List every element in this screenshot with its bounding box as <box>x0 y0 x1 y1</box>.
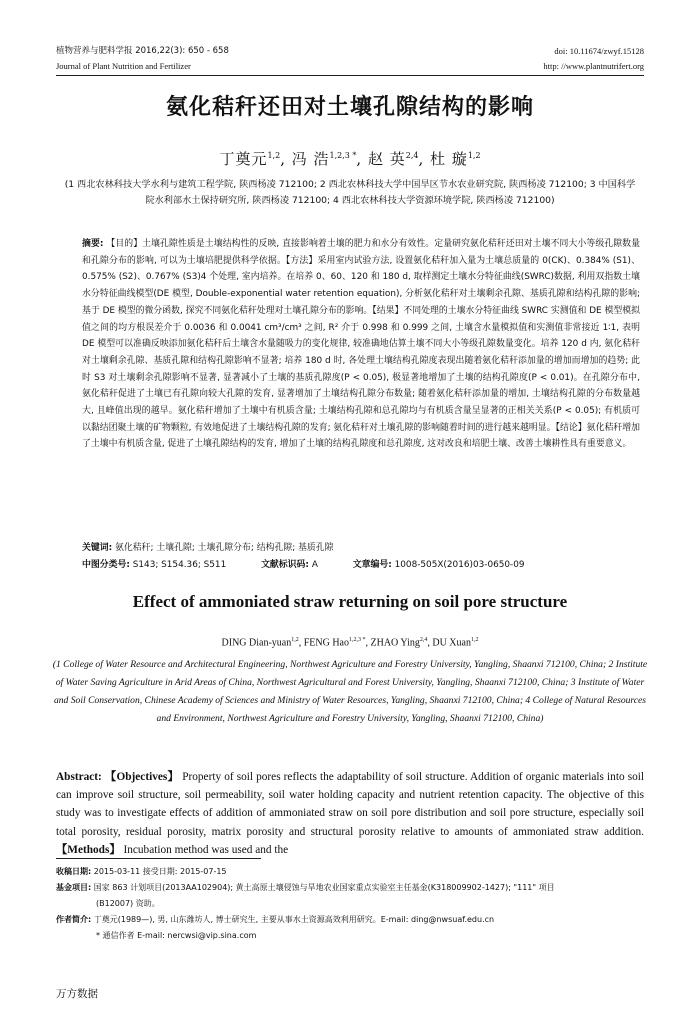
keywords-cn <box>82 540 640 556</box>
affiliation-en: (1 College of Water Resource and Architectural Engineering, Northwest Agriculture and Forestry University, Yangling, Shaanxi 712100, China; 2 Institute of Water Saving Agriculture in Arid Areas of China, Northwest Agricultural and Forest University, Yangling, Shaanxi 712100, China; 3 Institute of Water and Soil Conservation, Chinese Academy of Sciences and Ministry of Water Resources, Yangling, Shaanxi 712100, China; 4 College of Natural Resources and Environment, Northwest Agriculture and Forestry University, Yangling, Shaanxi 712100, China) <box>52 659 648 724</box>
journal-en: Journal of Plant Nutrition and Fertilizer <box>56 61 191 71</box>
objectives-text: Property of soil pores reflects the adaptability of soil structure. Addition of organic materials into soil can improve soil structure, soil permeability, soil water holding capacity and nutrient retention capacity. The objective of this study was to investigate effects of addition of ammoniated straw on soil pore distribution and soil pore structure, especially soil total porosity, residual porosity, matrix porosity and structural porosity relative to amounts of ammoniated straw addition. <box>56 771 645 838</box>
footnote-label: 作者简介: <box>56 915 92 924</box>
footnote-label: 收稿日期: <box>56 867 92 876</box>
keywords-label: 关键词: <box>82 543 113 553</box>
author-sup: 1,2 <box>467 151 481 160</box>
footnote-text: 2015-03-11 接受日期: 2015-07-15 <box>93 867 227 876</box>
footnote-received <box>56 864 644 880</box>
author-sup: 2,4 <box>419 637 428 643</box>
authors-cn: 丁奠元$^{1,2}$, 冯 浩$^{1,2,3 *}$, 赵 英$^{2,4}$, 杜 璇$^{1,2}$ <box>219 150 481 168</box>
author-sup: 1,2 <box>267 151 281 160</box>
author-cn: 赵 英 <box>367 150 406 168</box>
methods-label: 【Methods】 <box>56 843 121 856</box>
footer-watermark: 万方数据 <box>56 988 98 1000</box>
footnote-text: 丁奠元(1989—), 男, 山东潍坊人, 博士研究生, 主要从事水土资源高效利用研究。E-mail: ding@nwsuaf.edu.cn <box>93 915 495 924</box>
abstract-en-label: Abstract: <box>56 771 102 783</box>
classification-line <box>82 557 640 573</box>
article-label: 文章编号: <box>352 560 392 570</box>
footnote-text: (B12007) 资助。 <box>96 899 160 908</box>
author-en: DU Xuan <box>432 637 471 649</box>
author-cn: 杜 璇 <box>430 150 468 168</box>
methods-text: Incubation method was used and the <box>123 843 289 856</box>
author-sup: 1,2,3 * <box>349 637 366 643</box>
author-sup: 1,2 <box>470 637 479 643</box>
author-sup: 1,2,3 * <box>329 151 357 160</box>
footnote-text: * 通信作者 E-mail: nercwsi@vip.sina.com <box>96 931 257 940</box>
title-en: Effect of ammoniated straw returning on soil pore structure <box>132 592 568 611</box>
footnote-author <box>56 912 644 928</box>
header-rule <box>56 75 644 76</box>
author-en: ZHAO Ying <box>370 637 420 649</box>
footnote-funding <box>56 880 644 896</box>
footnote-text: 国家 863 计划项目(2013AA102904); 黄土高原土壤侵蚀与旱地农业国家重点实验室主任基金(K318009902-1427); "111" 项目 <box>93 883 555 892</box>
footnote-funding-cont <box>56 896 644 912</box>
author-en: FENG Hao <box>303 637 349 649</box>
journal-cn: 植物营养与肥料学报 2016,22(3): 650 - 658 <box>56 46 229 56</box>
doc-label: 文献标识码: <box>261 560 309 570</box>
keywords-text: 氨化秸秆; 土壤孔隙; 土壤孔隙分布; 结构孔隙; 基质孔隙 <box>115 543 334 553</box>
doi: doi: 10.11674/zwyf.15128 <box>554 46 644 56</box>
journal-url: http: //www.plantnutrifert.org <box>543 61 644 71</box>
title-cn: 氨化秸秆还田对土壤孔隙结构的影响 <box>165 95 534 120</box>
objectives-label: 【Objectives】 <box>104 771 180 783</box>
footnote-correspondence <box>56 928 644 944</box>
abstract-en <box>56 768 644 859</box>
affiliation-cn: (1 西北农林科技大学水利与建筑工程学院, 陕西杨凌 712100; 2 西北农林科技大学中国旱区节水农业研究院, 陕西杨凌 712100; 3 中国科学院水利部水土保持研究所, 陕西杨凌 712100; 4 西北农林科技大学资源环境学院, 陕西杨凌 712100) <box>64 179 636 206</box>
abstract-cn-text: 【目的】土壤孔隙性质是土壤结构性的反映, 直接影响着土壤的肥力和水分有效性。定量研究氨化秸秆还田对土壤不同大小等级孔隙数量和孔隙分布的影响, 可以为土壤培肥提供科学依据。【方法】采用室内试验方法, 设置氨化秸秆加入量为土壤总质量的 0(CK)、0.384% (S1)、0.575% (S2)、0.767% (S3)4 个处理, 室内培养。在培养 0、60、120 和 180 d, 取样测定土壤水分特征曲线(SWRC)数据, 利用双指数土壤水分特征曲线模型(DE 模型, Double-exponential water retention equation), 分析氨化秸秆对土壤剩余孔隙、基质孔隙和结构孔隙的影响; 基于 DE 模型的微分函数, 探究不同氨化秸秆处理对土壤孔隙分布的影响。【结果】不同处理的土壤水分特征曲线 SWRC 实测值和 DE 模型模拟值之间的均方根误差介于 0.0036 和 0.0041 cm³/cm³ 之间, R² 介于 0.998 和 0.999 之间, 土壤含水量模拟值和实测值非常接近 1∶1, 表明 DE 模型可以准确反映添加氨化秸秆后土壤含水量随吸力的变化规律, 较准确地估算土壤不同大小等级孔隙数量变化。培养 120 d 内, 氨化秸秆对土壤剩余孔隙、基质孔隙和结构孔隙影响不显著; 培养 180 d 时, 各处理土壤结构孔隙度表现出随着氨化秸秆添加量的增加而增加的趋势; 此时 S3 对土壤剩余孔隙影响不显著, 显著减小了土壤的基质孔隙度(P < 0.05), 极显著地增加了土壤的结构孔隙度(P < 0.01)。在孔隙分布中, 氨化秸秆促进了土壤已有孔隙向较大孔隙的发育, 显著增加了土壤结构孔隙分布数量; 随着氨化秸秆添加量的增加, 土壤结构孔隙的分布数量越大, 且峰值出现的越早。氨化秸秆增加了土壤中有机质含量; 土壤结构孔隙和总孔隙均与有机质含量呈显著的正相关关系(P < 0.05); 有机质可以黏结团聚土壤的矿物颗粒, 有效地促进了土壤结构孔隙的发育; 氨化秸秆对土壤孔隙的影响随着时间的进行越来越明显。【结论】氨化秸秆增加了土壤中有机质含量, 促进了土壤孔隙结构的发育, 增加了土壤的结构孔隙度和总孔隙度, 这对改良和培肥土壤、改善土壤耕性具有重要意义。 <box>82 239 640 450</box>
abstract-cn-label: 摘要: <box>82 239 104 249</box>
doc-value: A <box>311 560 318 570</box>
footnote-rule <box>56 858 261 859</box>
footnote-label: 基金项目: <box>56 883 92 892</box>
author-cn: 冯 浩 <box>291 150 330 168</box>
article-value: 1008-505X(2016)03-0650-09 <box>394 560 525 570</box>
abstract-cn <box>82 236 640 453</box>
author-sup: 1,2 <box>291 637 299 643</box>
authors-en: DING Dian-yuan$^{1,2}$, FENG Hao$^{1,2,3 *}$, ZHAO Ying$^{2,4}$, DU Xuan$^{1,2}$ <box>221 637 479 649</box>
clc-label: 中图分类号: <box>82 560 130 570</box>
author-cn: 丁奠元 <box>219 150 268 168</box>
author-sup: 2,4 <box>405 151 419 160</box>
clc-value: S143; S154.36; S511 <box>132 560 227 570</box>
footnotes <box>56 864 644 944</box>
author-en: DING Dian-yuan <box>221 637 292 649</box>
